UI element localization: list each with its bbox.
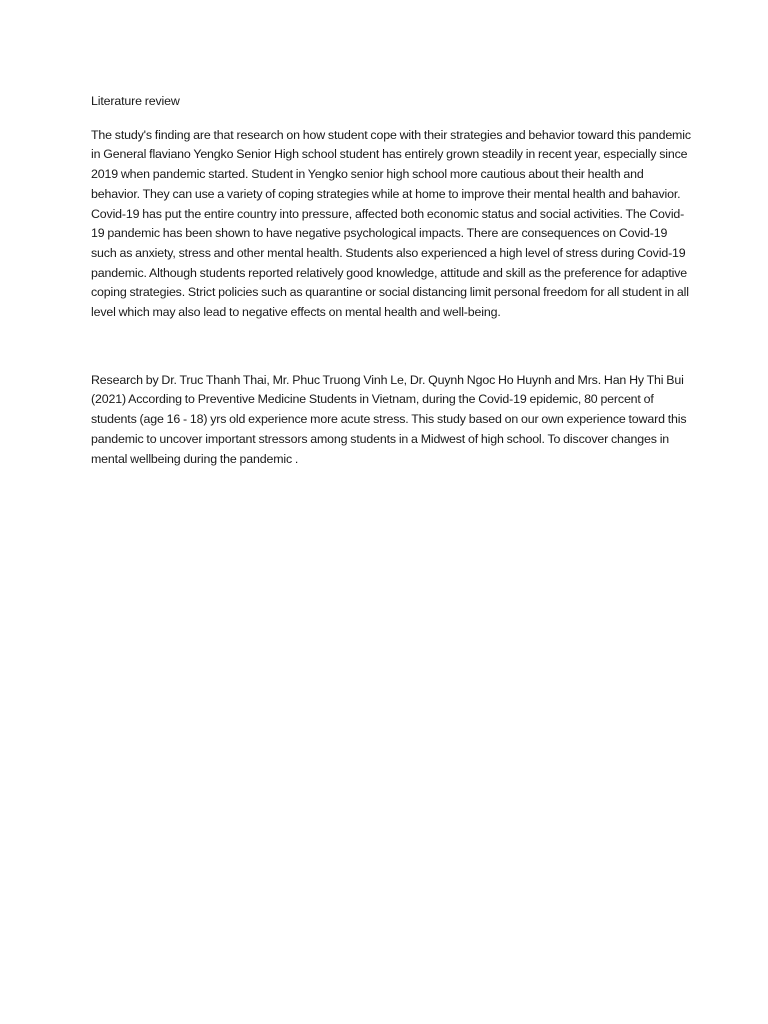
paragraph-coping-strategies: The study's finding are that research on how student cope with their strategies and behavior toward this pandemic in General flaviano Yengko Senior High school student has entirely grown steadily in recent year, especially since 2019 when pandemic started. Student in Yengko senior high school more cautious about their health and behavior. They can use a variety of coping strategies while at home to improve their mental health and bahavior. Covid-19 has put the entire country into pressure, affected both economic status and social activities. The Covid-19 pandemic has been shown to have negative psychological impacts. There are consequences on Covid-19 such as anxiety, stress and other mental health. Students also experienced a high level of stress during Covid-19 pandemic. Although students reported relatively good knowledge, attitude and skill as the preference for adaptive coping strategies. Strict policies such as quarantine or social distancing limit personal freedom for all student in all level which may also lead to negative effects on mental health and well-being.	[91, 127, 691, 320]
paragraph-research-citation: Research by Dr. Truc Thanh Thai, Mr. Phuc Truong Vinh Le, Dr. Quynh Ngoc Ho Huynh and Mrs. Han Hy Thi Bui (2021) According to Preventive Medicine Students in Vietnam, during the Covid-19 epidemic, 80 percent of students (age 16 - 18) yrs old experience more acute stress. This study based on our own experience toward this pandemic to uncover important stressors among students in a Midwest of high school. To discover changes in mental wellbeing during the pandemic .	[91, 372, 687, 466]
document-body	[91, 92, 691, 469]
section-heading: Literature review	[91, 94, 180, 108]
